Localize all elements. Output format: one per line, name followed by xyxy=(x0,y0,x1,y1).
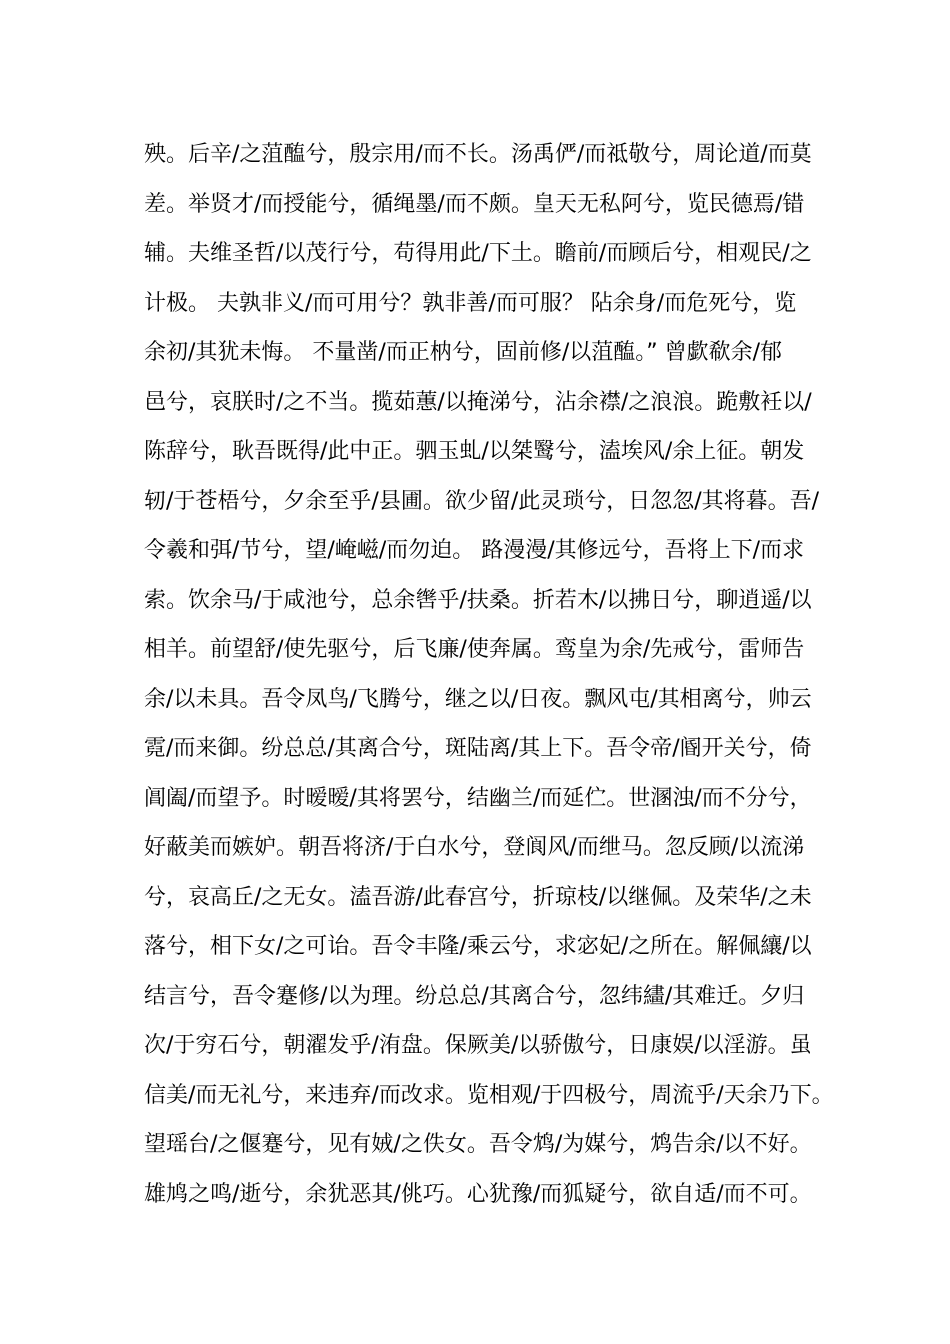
text-line: 令羲和弭/节兮，望/崦嵫/而勿迫。 路漫漫/其修远兮，吾将上下/而求 xyxy=(144,538,805,563)
text-line: 结言兮，吾令蹇修/以为理。纷总总/其离合兮，忽纬繣/其难迁。夕归 xyxy=(144,983,805,1009)
text-line: 殃。后辛/之菹醢兮，殷宗用/而不长。汤禹俨/而祗敬兮，周论道/而莫 xyxy=(144,142,812,167)
text-line: 信美/而无礼兮，来违弃/而改求。览相观/于四极兮，周流乎/天余乃下。 xyxy=(144,1082,834,1108)
text-line: 索。饮余马/于咸池兮，总余辔乎/扶桑。折若木/以拂日兮，聊逍遥/以 xyxy=(144,587,812,613)
body-text xyxy=(144,130,844,1219)
text-line: 相羊。前望舒/使先驱兮，后飞廉/使奔属。鸾皇为余/先戒兮，雷师告 xyxy=(144,637,805,662)
text-line: 辅。夫维圣哲/以茂行兮，苟得用此/下土。瞻前/而顾后兮，相观民/之 xyxy=(144,241,812,266)
text-line: 余/以未具。吾令凤鸟/飞腾兮，继之以/日夜。飘风屯/其相离兮，帅云 xyxy=(144,686,812,712)
text-line: 差。举贤才/而授能兮，循绳墨/而不颇。皇天无私阿兮，览民德焉/错 xyxy=(144,191,805,217)
text-line: 霓/而来御。纷总总/其离合兮，斑陆离/其上下。吾令帝/阍开关兮，倚 xyxy=(144,736,812,761)
text-line: 好蔽美而嫉妒。朝吾将济/于白水兮，登阆风/而绁马。忽反顾/以流涕 xyxy=(144,835,805,860)
text-line: 陈辞兮，耿吾既得/此中正。驷玉虬/以桀鹥兮，溘埃风/余上征。朝发 xyxy=(144,439,805,464)
text-line: 余初/其犹未悔。 不量凿/而正枘兮，固前修/以菹醢。” 曾歔欷余/郁 xyxy=(144,340,783,365)
text-line: 兮，哀高丘/之无女。溘吾游/此春宫兮，折琼枝/以继佩。及荣华/之未 xyxy=(144,884,812,910)
text-line: 落兮，相下女/之可诒。吾令丰隆/乘云兮，求宓妃/之所在。解佩纕/以 xyxy=(144,934,812,959)
text-line: 计极。 夫孰非义/而可用兮？孰非善/而可服？ 阽余身/而危死兮，览 xyxy=(144,290,797,316)
text-line: 次/于穷石兮，朝濯发乎/洧盘。保厥美/以骄傲兮，日康娱/以淫游。虽 xyxy=(144,1033,812,1058)
text-line: 雄鸠之鸣/逝兮，余犹恶其/佻巧。心犹豫/而狐疑兮，欲自适/而不可。 xyxy=(144,1181,812,1207)
text-line: 邑兮，哀朕时/之不当。揽茹蕙/以掩涕兮，沾余襟/之浪浪。跪敷衽以/ xyxy=(144,389,812,415)
text-line: 轫/于苍梧兮，夕余至乎/县圃。欲少留/此灵琐兮，日忽忽/其将暮。吾/ xyxy=(144,488,820,514)
text-line: 望瑶台/之偃蹇兮，见有娀/之佚女。吾令鸩/为媒兮，鸩告余/以不好。 xyxy=(144,1132,812,1157)
text-line: 阊阖/而望予。时暧暧/其将罢兮，结幽兰/而延伫。世溷浊/而不分兮， xyxy=(144,785,812,811)
